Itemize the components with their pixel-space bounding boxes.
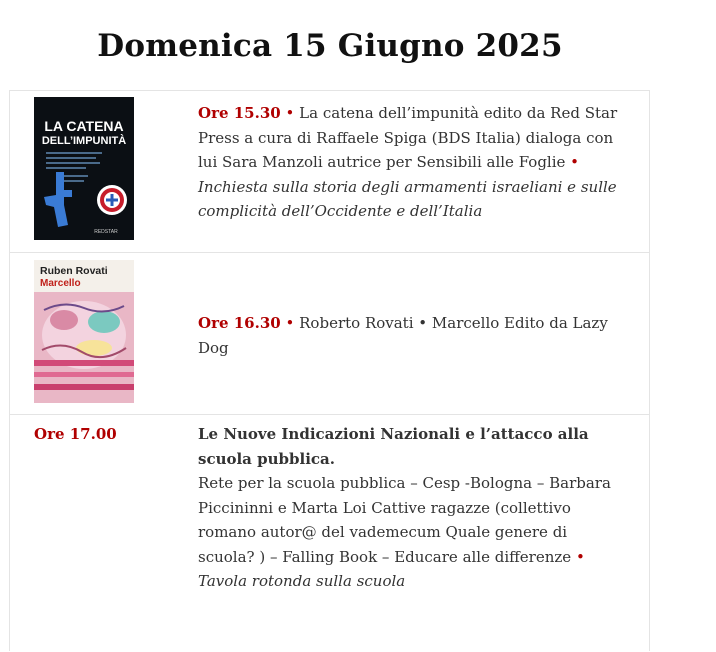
events-table	[9, 90, 650, 651]
separator: •	[285, 314, 295, 332]
event-italic: Tavola rotonda sulla scuola	[198, 572, 406, 590]
separator: •	[285, 104, 295, 122]
book-cover-la-catena[interactable]	[34, 97, 134, 240]
cover-author: Ruben Rovati	[40, 265, 108, 277]
page-title: Domenica 15 Giugno 2025	[97, 28, 563, 64]
event-heading: Le Nuove Indicazioni Nazionali e l’attacco alla scuola pubblica.	[198, 425, 589, 468]
event-text: Rete per la scuola pubblica – Cesp -Bologna – Barbara Piccininni e Marta Loi Cattive ragazze (collettivo romano autor@ del vademecum Quale genere di scuola? ) – Falling Book – Educare alle differenze	[198, 474, 611, 566]
event-time: Ore 15.30	[198, 104, 281, 122]
separator: •	[575, 547, 585, 566]
event-row	[10, 252, 649, 415]
cover-title-bottom: DELL’IMPUNITÀ	[41, 135, 127, 147]
separator: •	[570, 153, 580, 171]
event-row	[10, 91, 649, 252]
event-italic: Inchiesta sulla storia degli armamenti israeliani e sulle complicità dell’Occidente e dell’Italia	[198, 177, 617, 220]
event-description	[198, 311, 618, 360]
cover-title: Marcello	[40, 278, 81, 289]
book-cover-marcello[interactable]	[34, 260, 134, 403]
event-time: Ore 16.30	[198, 314, 281, 332]
event-text: Roberto Rovati • Marcello Edito da Lazy Dog	[198, 314, 608, 357]
event-row	[10, 414, 649, 652]
event-description	[198, 101, 618, 224]
cover-title-top: LA CATENA	[44, 118, 124, 134]
event-description	[198, 422, 618, 594]
event-time: Ore 17.00	[34, 425, 117, 443]
event-text: La catena dell’impunità edito da Red Star Press a cura di Raffaele Spiga (BDS Italia) dialoga con lui Sara Manzoli autrice per Sensibili alle Foglie	[198, 104, 618, 171]
cover-publisher: REDSTAR	[94, 229, 118, 235]
